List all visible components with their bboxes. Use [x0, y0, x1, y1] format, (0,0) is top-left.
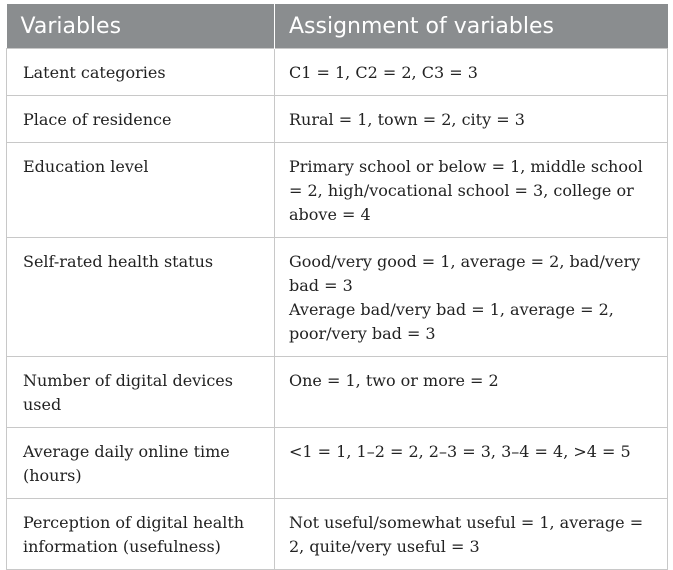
table-header-row	[7, 4, 668, 49]
header-variables: Variables	[7, 4, 275, 49]
table-row	[7, 238, 668, 357]
assignment-text: <1 = 1, 1–2 = 2, 2–3 = 3, 3–4 = 4, >4 = 5	[289, 442, 631, 461]
assignment-cell	[275, 96, 668, 143]
assignment-cell	[275, 49, 668, 96]
variable-cell: Place of residence	[7, 96, 275, 143]
assignment-text: One = 1, two or more = 2	[289, 371, 499, 390]
variable-cell: Self-rated health status	[7, 238, 275, 357]
variable-assignment-table-container	[6, 4, 667, 570]
table-row	[7, 49, 668, 96]
variable-cell: Average daily online time (hours)	[7, 428, 275, 499]
assignment-cell	[275, 238, 668, 357]
variable-assignment-table	[6, 4, 668, 570]
assignment-text: C1 = 1, C2 = 2, C3 = 3	[289, 63, 478, 82]
table-row	[7, 499, 668, 570]
assignment-cell	[275, 357, 668, 428]
assignment-text: Good/very good = 1, average = 2, bad/very bad = 3	[289, 252, 641, 295]
table-row	[7, 428, 668, 499]
variable-cell: Latent categories	[7, 49, 275, 96]
assignment-text: Average bad/very bad = 1, average = 2, poor/very bad = 3	[289, 300, 614, 343]
variable-cell: Number of digital devices used	[7, 357, 275, 428]
assignment-text: Rural = 1, town = 2, city = 3	[289, 110, 525, 129]
variable-cell: Perception of digital health information (usefulness)	[7, 499, 275, 570]
assignment-cell	[275, 428, 668, 499]
table-row	[7, 96, 668, 143]
assignment-text: Not useful/somewhat useful = 1, average = 2, quite/very useful = 3	[289, 513, 644, 556]
assignment-cell	[275, 143, 668, 238]
table-row	[7, 143, 668, 238]
assignment-text: Primary school or below = 1, middle school = 2, high/vocational school = 3, college or above = 4	[289, 157, 643, 224]
table-row	[7, 357, 668, 428]
header-assignment: Assignment of variables	[275, 4, 668, 49]
variable-cell: Education level	[7, 143, 275, 238]
assignment-cell	[275, 499, 668, 570]
